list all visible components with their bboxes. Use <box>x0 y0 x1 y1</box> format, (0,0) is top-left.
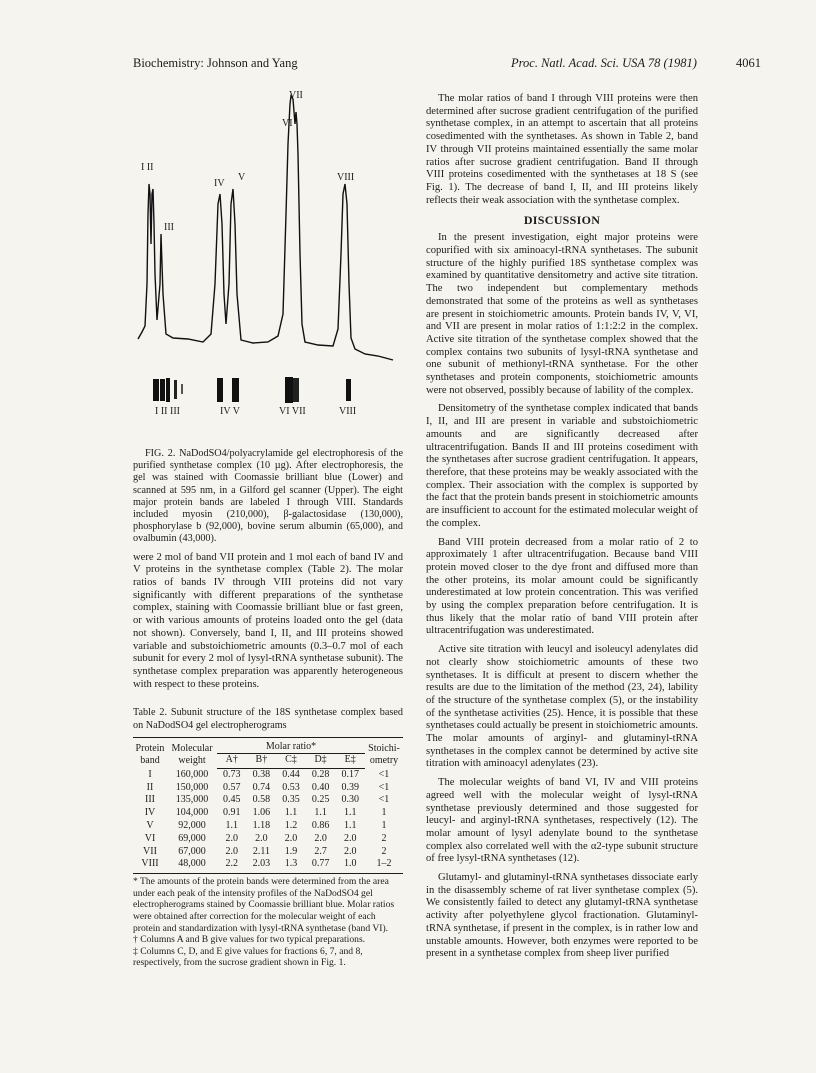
densitometer-trace <box>133 84 403 404</box>
table-row: I 160,000 0.73 0.38 0.44 0.28 0.17 <1 <box>148 768 390 780</box>
running-header-left: Biochemistry: Johnson and Yang <box>133 56 298 70</box>
peak-label-v: V <box>238 172 246 183</box>
lane-label-iv-v: IV V <box>220 406 240 417</box>
stained-gel-strip <box>133 376 403 406</box>
discussion-paragraph: Active site titration with leucyl and isoleucyl adenylates did not clearly show stoichiometric amounts of these two synthetases. It is difficult at present to discern whether the results are due to the limitation of the method (23, 24), lability of the structure of the synthetase complex (5), or the instability of the synthetase activities (25). Hence, it is possible that these synthetases could actually be present in stoichiometric amounts. The molar amounts of arginyl- and glutaminyl-tRNA synthetases in the complex cannot be determined by active site titration with aminoacyl adenylates (23). <box>426 644 698 770</box>
gel-band-viii <box>346 379 351 401</box>
left-body-paragraph: were 2 mol of band VII protein and 1 mol each of band IV and V proteins in the synthetase complex (Table 2). The molar ratios of bands IV through VIII proteins did not vary significantly with different preparations of the synthetase complex, staining with Coomassie brilliant blue or fast green, or with various amounts of proteins loaded onto the gel (data not shown). Conversely, band I, II, and III proteins showed variable and substoichiometric amounts (0.3–0.7 mol of each subunit for every 2 mol of lysyl-tRNA synthetase subunit). The synthetase complex preparation was apparently heterogeneous with respect to these proteins. <box>133 551 403 690</box>
gel-band-vi <box>285 377 293 403</box>
col-header-stoichiometry: Stoichi- ometry <box>365 737 403 768</box>
scan-trace-line <box>138 96 393 360</box>
col-header-protein-band: Protein band <box>133 737 167 768</box>
gel-band-faint <box>181 384 183 394</box>
col-header-e: E‡ <box>335 753 365 768</box>
left-column <box>133 84 403 969</box>
peak-label-iv: IV <box>214 178 225 189</box>
table-row: V 92,000 1.1 1.18 1.2 0.86 1.1 1 <box>146 819 387 831</box>
lane-label-vi-vii: VI VII <box>279 406 306 417</box>
discussion-paragraph: Glutamyl- and glutaminyl-tRNA synthetases dissociate early in the disassembly scheme of rat liver synthetase complex (5). We consistently failed to detect any glutamyl-tRNA synthetase activity after polyethylene glycol fractionation. Glutaminyl-tRNA synthetase, if present in the complex, is in rather low and unstable amounts. However, both enzymes were reported to be present in a synthetase complex from sheep liver purified <box>426 872 698 960</box>
peak-label-vii: VII <box>289 90 303 101</box>
table-row: II 150,000 0.57 0.74 0.53 0.40 0.39 <1 <box>146 781 390 793</box>
discussion-paragraph: The molecular weights of band VI, IV and VIII proteins agreed well with the molecular weight of lysyl-tRNA synthetase previously determined and those suggested for leucyl- and arginyl-tRNA synthetases, respectively (12). The molar amount of lysyl adenylate bound to the synthetase complex also correlated well with the α2-type subunit structure of free lysyl-tRNA synthetases (12). <box>426 777 698 865</box>
table-row: IV 104,000 0.91 1.06 1.1 1.1 1.1 1 <box>144 807 387 819</box>
gel-band-i <box>153 379 159 401</box>
gel-band-vii <box>293 378 299 402</box>
col-header-molar-ratio: Molar ratio* <box>217 737 365 753</box>
table-footnote: † Columns A and B give values for two typical preparations. <box>133 934 366 946</box>
table-footnote: * The amounts of the protein bands were determined from the area under each peak of the intensity profiles of the NaDodSO4 gel electropherograms stained by Coomassie brilliant blue. Molar ratios were obtained after correction for the molecular weight of each protein and standardization with lysyl-tRNA synthetase (band VI). <box>133 876 395 934</box>
gel-band-ii-b <box>166 378 170 402</box>
lane-label-viii: VIII <box>339 406 357 417</box>
lane-label-i-ii-iii: I II III <box>155 406 180 417</box>
table-2 <box>133 737 403 874</box>
discussion-paragraph: Densitometry of the synthetase complex indicated that bands I, II, and III are present in variable and substoichiometric amounts and are significantly decreased after ultracentrifugation. Bands II and III proteins cosediment with the synthetases after sucrose gradient centrifugation. It appears, therefore, that these proteins may be weakly associated with the complex. Their association with the complex is supported by the fact that the protein bands present in stoichiometric amounts are insufficient to account for the estimated molecular weight of the complex. <box>426 403 698 529</box>
peak-label-viii: VIII <box>337 172 355 183</box>
gel-band-v <box>232 378 239 402</box>
right-intro-paragraph: The molar ratios of band I through VIII proteins were then determined after sucrose gradient centrifugation of the purified synthetase complex, in an attempt to ascertain that all proteins cosedimented with the synthetases. As shown in Table 2, band IV through VII proteins maintained essentially the same molar ratios after sucrose gradient centrifugation. Band II through VIII proteins cosedimented with the synthetases at 18 S (see Fig. 1). The decrease of band I, II, and III proteins likely reflects their weak association with the synthetase complex. <box>426 93 698 206</box>
page-number: 4061 <box>736 56 761 70</box>
section-title-discussion: DISCUSSION <box>523 213 601 228</box>
discussion-paragraph: In the present investigation, eight major proteins were copurified with six aminoacyl-tRNA synthetases. The subunit structure of the highly purified 18S synthetase complex was examined by quantitative densitometry and active site titration. The two independent but complementary methods demonstrated that some of the proteins as well as synthetases are present in stoichiometric amounts. Protein bands IV, V, VI, and VII are present in molar ratios of 1:1:2:2 in the complex. Active site titration of the synthetase complex showed that the complex contains two subunits of lysyl-tRNA synthetase and one subunit of methionyl-tRNA synthetase. For the other synthetases and protein components, stoichiometric amounts were not observed, possibly because of lability of the complex. <box>426 232 698 396</box>
gel-band-ii <box>160 379 165 401</box>
table-row: VI 69,000 2.0 2.0 2.0 2.0 2.0 2 <box>144 832 387 844</box>
peak-label-i-ii: I II <box>141 162 154 173</box>
figure-caption: FIG. 2. NaDodSO4/polyacrylamide gel electrophoresis of the purified synthetase complex (10 µg). After electrophoresis, the gel was stained with Coomassie brilliant blue (Lower) and scanned at 595 nm, in a Gilford gel scanner (Upper). The eight major protein bands are labeled I through VIII. Standards included myosin (210,000), β-galactosidase (130,000), phosphorylase b (92,000), bovine serum albumin (65,000), and ovalbumin (43,000). <box>133 448 403 545</box>
table-footnotes <box>133 876 403 969</box>
gel-band-iii <box>174 380 177 399</box>
peak-label-vi: VI <box>282 118 293 129</box>
col-header-d: D‡ <box>306 753 336 768</box>
peak-label-iii: III <box>164 222 174 233</box>
table-row: VII 67,000 2.0 2.11 1.9 2.7 2.0 2 <box>143 845 387 857</box>
table-footnote: ‡ Columns C, D, and E give values for fractions 6, 7, and 8, respectively, from the sucrose gradient shown in Fig. 1. <box>133 945 363 969</box>
col-header-molecular-weight: Molecular weight <box>167 737 217 768</box>
table-row: VIII 48,000 2.2 2.03 1.3 0.77 1.0 1–2 <box>133 858 403 873</box>
right-column <box>426 93 698 961</box>
discussion-paragraph: Band VIII protein decreased from a molar ratio of 2 to approximately 1 after ultracentrifugation. Because band VIII protein moved closer to the dye front and diffused more than the other proteins, its molar amount could be significantly underestimated at low protein concentration. This was verified by using the complex preparation before centrifugation. It is thus likely that the molar ratio of band VIII protein after ultracentrifugation was underestimated. <box>426 536 698 637</box>
running-header-journal: Proc. Natl. Acad. Sci. USA 78 (1981) <box>511 56 697 70</box>
figure-2 <box>133 84 403 444</box>
table-row: III 135,000 0.45 0.58 0.35 0.25 0.30 <1 <box>145 794 390 806</box>
gel-band-iv <box>217 378 223 402</box>
col-header-c: C‡ <box>276 753 306 768</box>
table-caption: Table 2. Subunit structure of the 18S synthetase complex based on NaDodSO4 gel electropherograms <box>133 707 403 731</box>
col-header-b: B† <box>247 753 277 768</box>
col-header-a: A† <box>217 753 247 768</box>
